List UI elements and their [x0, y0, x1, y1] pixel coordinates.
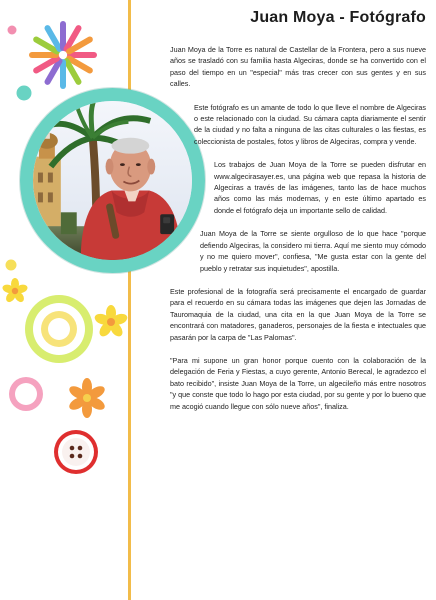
- portrait-photo: [33, 101, 192, 260]
- small-teal-dot-icon: [15, 84, 33, 102]
- target-ring-icon: [22, 292, 96, 366]
- small-yellow-dot-icon: [4, 258, 18, 272]
- article-paragraph: Juan Moya de la Torre es natural de Castellar de la Frontera, pero a sus nueve años se trasladó con su familia hasta Algeciras, donde se ha convertido con el paso del tiempo en un "especial" más tras crecer con sus gentes y en sus calles.: [170, 45, 426, 89]
- button-icon: [52, 428, 100, 476]
- portrait-illustration: [33, 101, 192, 260]
- article-paragraph: Este profesional de la fotografía será precisamente el encargado de guardar para el recuerdo en su cámara todas las imágenes que dejen las Jornadas de Tauromaquia de la ciudad, una cita en la que Juan Moya de la Torre se encontrará con matadores, ganaderos, personajes de la fiesta e intectuales que pasarán por la carpa de "Las Palomas".: [170, 286, 426, 342]
- article-body: [170, 44, 426, 412]
- article-content: [170, 8, 426, 424]
- article-paragraph: Juan Moya de la Torre se siente orgulloso de lo que hace "porque defiendo Algeciras, la considero mi tierra. Aquí me siento muy cómodo y no me quiero mover", confiesa, "Me gusta estar con la gente del pueblo y retratar sus inquietudes", apostilla.: [200, 229, 426, 273]
- article-paragraph: "Para mi supone un gran honor porque cuento con la colaboración de la delegación de Feria y Fiestas, a cuyo gerente, Antonio Berecal, le agradezco el bato recibido", insiste Juan Moya de la Torre, un algecileño más entre nosotros "y que conste que todo lo hago por esta ciudad, por su gente y por lo bueno que me acogió cuando llegue con sólo nueve años", finaliza.: [170, 355, 426, 411]
- article-paragraph: Este fotógrafo es un amante de todo lo que lleve el nombre de Algeciras o este relacionado con la ciudad. Su cámara capta diariamente el sentir de la ciudad y no falta a ninguna de las citas culturales o las fiestas, es coleccionista de postales, fotos y libros de Algeciras, compra y vende.: [194, 102, 426, 146]
- article-paragraph: Los trabajos de Juan Moya de la Torre se pueden disfrutar en www.algecirasayer.es, una página web que repasa la historia de Algeciras a través de las imágenes, tanto las de hace muchos años como las más modernas, y en este último apartado es donde el fotógrafo deja un importante sello de calidad.: [214, 160, 426, 215]
- pink-ring-icon: [6, 374, 46, 414]
- orange-flower-icon: [66, 377, 108, 419]
- yellow-flower-right-icon: [94, 305, 128, 339]
- small-pink-dot-icon: [6, 24, 18, 36]
- article-title: Juan Moya - Fotógrafo: [250, 9, 426, 26]
